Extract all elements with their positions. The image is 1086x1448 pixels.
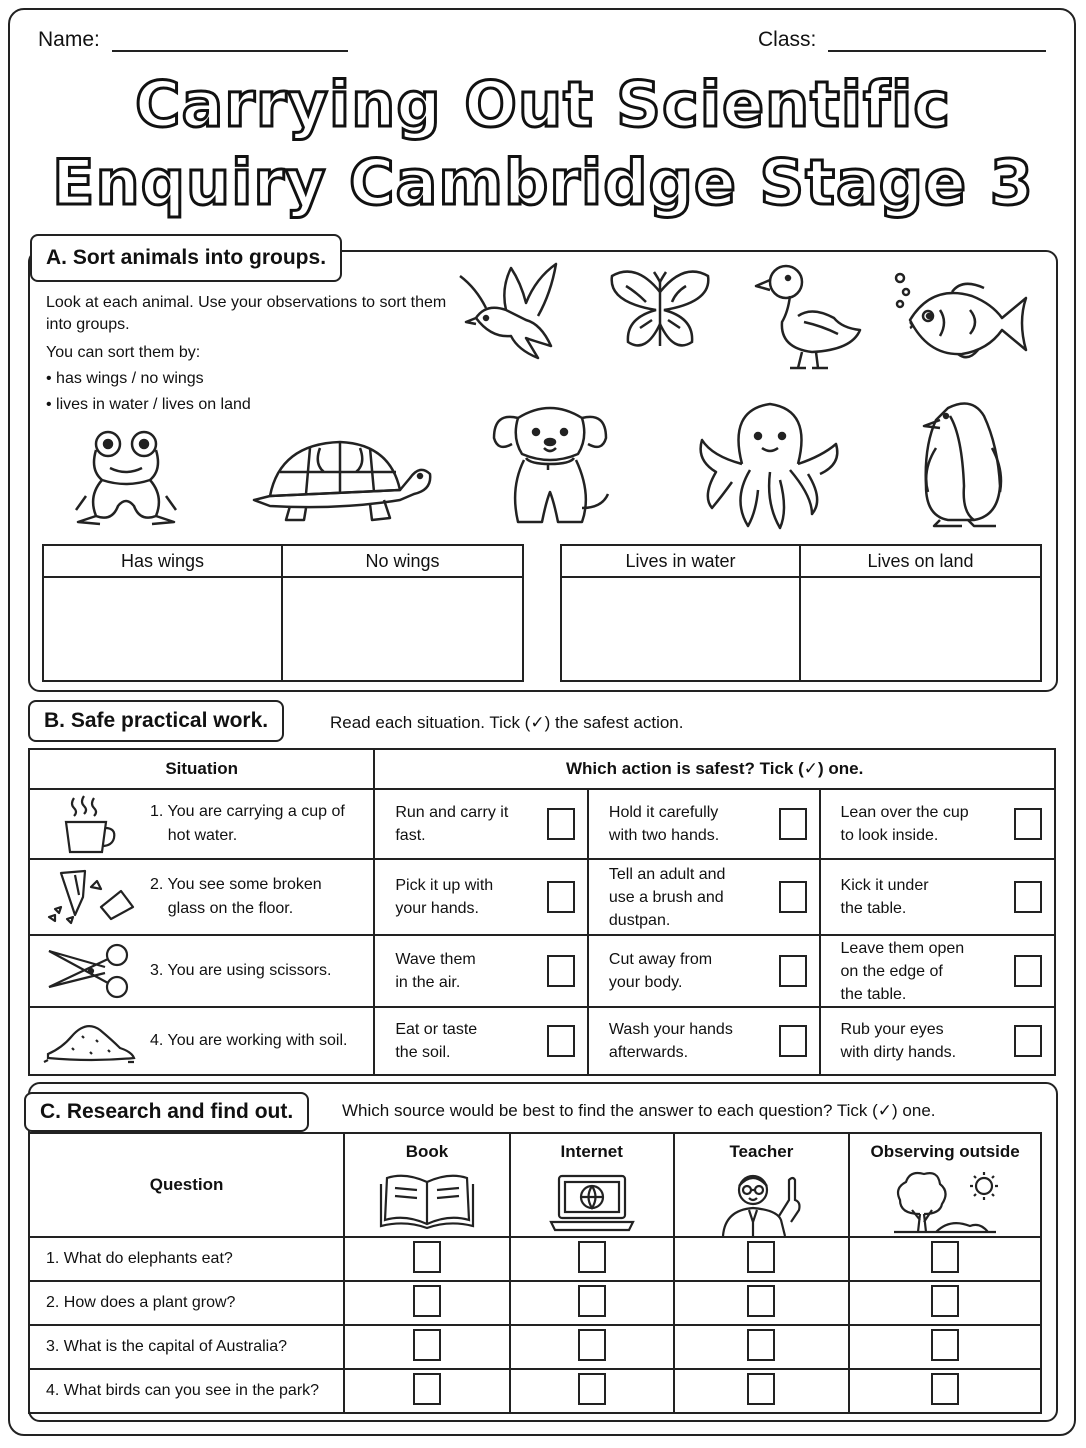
- table-row: [29, 1281, 1041, 1325]
- title-line-1: Carrying Out Scientific: [134, 68, 952, 141]
- tick-box[interactable]: [547, 808, 575, 840]
- section-b-tag: B. Safe practical work.: [28, 700, 284, 742]
- tick-box[interactable]: [931, 1329, 959, 1361]
- question-cell: 4. What birds can you see in the park?: [29, 1369, 344, 1413]
- tick-box[interactable]: [779, 1025, 807, 1057]
- name-label: Name:: [38, 28, 100, 51]
- book-icon: [379, 1172, 475, 1230]
- table-row: 2. You see some broken glass on the floor. Pick it up with your hands. Tell an adult and use a brush and dustpan. Kick it under the table.: [29, 859, 1055, 935]
- table-row: 3. You are using scissors. Wave them in the air. Cut away from your body. Leave them open on the edge of the table.: [29, 935, 1055, 1007]
- source-internet: Internet: [560, 1142, 623, 1161]
- table-row: 4. You are working with soil. Eat or taste the soil. Wash your hands afterwards. Rub your eyes with dirty hands.: [29, 1007, 1055, 1075]
- tick-box[interactable]: [747, 1285, 775, 1317]
- soil-icon: [42, 1018, 138, 1064]
- no-wings-header: No wings: [283, 546, 522, 578]
- question-header: Question: [29, 1133, 344, 1237]
- butterfly-icon: [606, 262, 714, 356]
- bird-icon: [456, 258, 566, 364]
- tick-box[interactable]: [779, 955, 807, 987]
- lives-on-land-header: Lives on land: [801, 546, 1040, 578]
- section-c-instruction: Which source would be best to find the answer to each question? Tick (✓) one.: [342, 1101, 936, 1120]
- tick-box[interactable]: [578, 1241, 606, 1273]
- section-b-instruction: Read each situation. Tick (✓) the safest action.: [330, 713, 684, 732]
- penguin-icon: [918, 396, 1004, 528]
- tick-box[interactable]: [931, 1241, 959, 1273]
- situation-header: Situation: [29, 749, 374, 789]
- tick-box[interactable]: [1014, 1025, 1042, 1057]
- table-row: 1. You are carrying a cup of hot water. Run and carry it fast. Hold it carefully with two hands. Lean over the cup to look inside.: [29, 789, 1055, 859]
- tick-box[interactable]: [747, 1241, 775, 1273]
- tick-box[interactable]: [1014, 955, 1042, 987]
- has-wings-header: Has wings: [44, 546, 283, 578]
- safety-table: [28, 748, 1056, 1076]
- section-a-tag: A. Sort animals into groups.: [30, 234, 342, 282]
- class-line[interactable]: [828, 50, 1046, 52]
- laptop-icon: [547, 1172, 637, 1232]
- tick-box[interactable]: [779, 881, 807, 913]
- question-cell: 3. What is the capital of Australia?: [29, 1325, 344, 1369]
- hot-cup-icon: [62, 794, 118, 854]
- question-cell: 1. What do elephants eat?: [29, 1237, 344, 1281]
- tick-box[interactable]: [578, 1329, 606, 1361]
- title-line-2: Enquiry Cambridge Stage 3: [52, 146, 1034, 219]
- tick-box[interactable]: [1014, 881, 1042, 913]
- lives-on-land-cell[interactable]: [801, 578, 1040, 680]
- tick-box[interactable]: [413, 1329, 441, 1361]
- sort-table-wings: [42, 544, 524, 682]
- action-header: Which action is safest? Tick (✓) one.: [374, 749, 1055, 789]
- dog-icon: [488, 398, 612, 532]
- question-cell: 2. How does a plant grow?: [29, 1281, 344, 1325]
- tick-box[interactable]: [547, 955, 575, 987]
- tick-box[interactable]: [747, 1329, 775, 1361]
- name-line[interactable]: [112, 50, 348, 52]
- section-a-instruction: Look at each animal. Use your observations to sort them into groups. You can sort them by: • has wings / no wings • lives in water / lives on land: [46, 294, 447, 413]
- research-table: [28, 1132, 1042, 1414]
- frog-icon: [72, 426, 180, 528]
- tick-box[interactable]: [779, 808, 807, 840]
- fish-icon: [892, 270, 1032, 366]
- tick-box[interactable]: [931, 1285, 959, 1317]
- lives-in-water-cell[interactable]: [562, 578, 801, 680]
- outdoors-icon: [890, 1170, 1000, 1236]
- tick-box[interactable]: [578, 1285, 606, 1317]
- scissors-icon: [45, 943, 135, 999]
- class-label: Class:: [758, 28, 817, 51]
- teacher-icon: [713, 1170, 809, 1236]
- section-c-tag: C. Research and find out.: [24, 1092, 309, 1132]
- no-wings-cell[interactable]: [283, 578, 522, 680]
- source-observing-outside: Observing outside: [870, 1142, 1020, 1161]
- tick-box[interactable]: [1014, 808, 1042, 840]
- tick-box[interactable]: [931, 1373, 959, 1405]
- has-wings-cell[interactable]: [44, 578, 283, 680]
- tick-box[interactable]: [413, 1373, 441, 1405]
- tick-box[interactable]: [578, 1373, 606, 1405]
- broken-glass-icon: [45, 867, 135, 927]
- sort-table-habitat: [560, 544, 1042, 682]
- table-row: [29, 1237, 1041, 1281]
- duck-icon: [752, 260, 866, 372]
- source-teacher: Teacher: [729, 1142, 794, 1161]
- lives-in-water-header: Lives in water: [562, 546, 801, 578]
- table-row: [29, 1325, 1041, 1369]
- tick-box[interactable]: [413, 1241, 441, 1273]
- tick-box[interactable]: [747, 1373, 775, 1405]
- table-row: [29, 1369, 1041, 1413]
- tick-box[interactable]: [547, 1025, 575, 1057]
- source-book: Book: [405, 1142, 449, 1161]
- turtle-icon: [250, 434, 434, 524]
- tick-box[interactable]: [413, 1285, 441, 1317]
- octopus-icon: [692, 400, 846, 534]
- tick-box[interactable]: [547, 881, 575, 913]
